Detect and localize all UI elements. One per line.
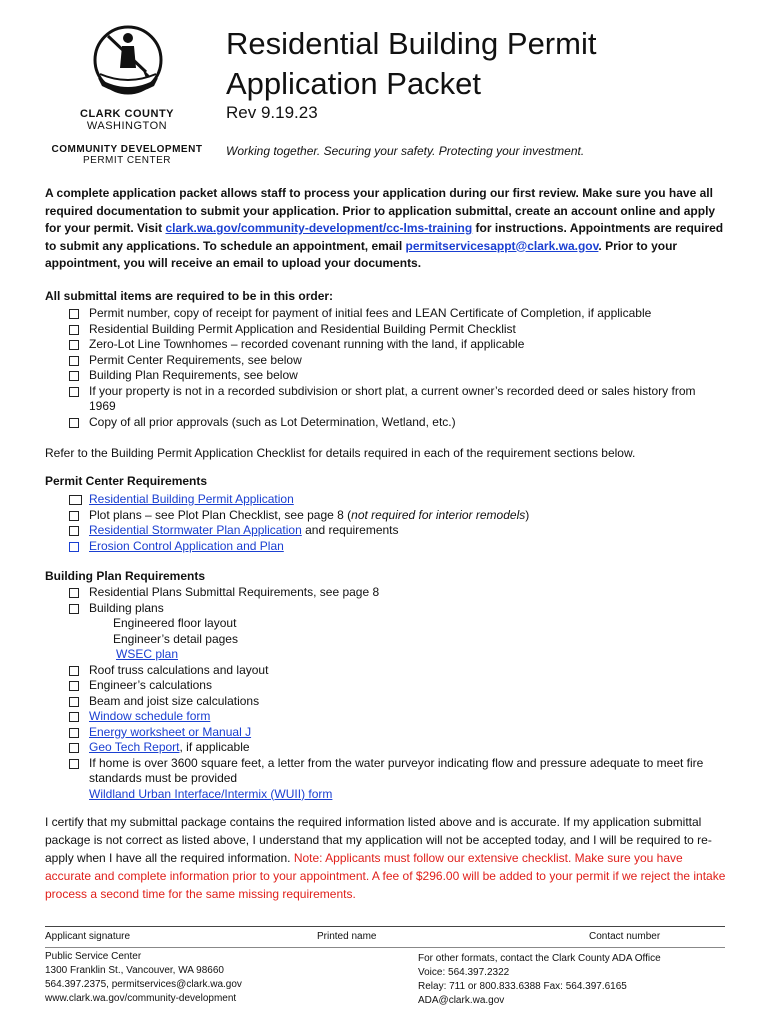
building-plan-list [45, 585, 725, 802]
list-item-text: If home is over 3600 square feet, a letter from the water purveyor indicating flow and pressure adequate to meet fire standards must be provided [89, 755, 704, 785]
list-item [45, 368, 725, 384]
intro-text-2: for instructions. Appointments are required to submit any applications. To schedule an appointment, email [45, 221, 724, 253]
list-item-text: Roof truss calculations and layout [89, 662, 269, 677]
list-item [45, 306, 725, 322]
contact-number-label: Contact number [589, 931, 661, 942]
list-item-text: Permit Center Requirements, see below [89, 352, 302, 367]
list-item-text: and requirements [301, 523, 399, 537]
logo-county: CLARK COUNTY [80, 108, 174, 120]
permit-center-heading: Permit Center Requirements [45, 474, 208, 488]
window-schedule-link[interactable]: Window schedule form [89, 709, 211, 723]
certify-text: I certify that my submittal package contains the required information listed above and is accurate. If my application submittal package is not correct as listed above, I understand that my application will not be accepted today, and I will be required to re-apply when I have all the required information. [45, 815, 712, 865]
footer-line: Voice: 564.397.2322 [418, 967, 510, 978]
footer-line: www.clark.wa.gov/community-development [45, 993, 237, 1004]
list-item [45, 539, 725, 555]
list-item-text: Zero-Lot Line Townhomes – recorded covenant running with the land, if applicable [89, 337, 525, 351]
list-item [45, 787, 725, 803]
list-item [45, 694, 725, 710]
checkbox[interactable] [69, 387, 79, 397]
submittal-heading: All submittal items are required to be in this order: [45, 289, 334, 303]
checkbox[interactable] [69, 340, 79, 350]
applicant-signature-label: Applicant signature [45, 931, 131, 942]
checkbox[interactable] [69, 604, 79, 614]
training-link[interactable]: clark.wa.gov/community-development/cc-lms-training [165, 221, 473, 235]
intro-text-1: A complete application packet allows staff to process your application during our first review. Make sure you have all required documentation to submit your application. Prior to application submittal, create an account online and apply for your permit. Visit [45, 186, 716, 235]
sub-item [45, 632, 725, 648]
checkbox[interactable] [69, 712, 79, 722]
list-item [45, 415, 725, 431]
logo-center: PERMIT CENTER [83, 155, 171, 166]
list-item [45, 725, 725, 741]
list-item-text: Copy of all prior approvals (such as Lot Determination, Wetland, etc.) [89, 414, 456, 429]
checkbox[interactable] [69, 309, 79, 319]
intro-text-3: . Prior to your appointment, you will receive an email to upload your documents. [45, 238, 678, 270]
certify-note: Note: Applicants must follow our extensive checklist. Make sure you have accurate and complete information prior to your appointment. A fee of $296.00 will be added to your permit if we reject the intake process a second time for the same missing requirements. [45, 851, 726, 901]
sub-item-text: Engineered floor layout [113, 616, 237, 630]
appointment-email-link[interactable]: permitservicesappt@clark.wa.gov [405, 238, 599, 253]
title-line-2: Application Packet [226, 66, 482, 101]
checkbox[interactable] [69, 325, 79, 335]
checkbox[interactable] [69, 495, 82, 505]
list-item [45, 384, 725, 415]
erosion-control-link[interactable]: Erosion Control Application and Plan [89, 538, 284, 553]
county-logo [42, 14, 212, 164]
footer-address [45, 950, 345, 1006]
list-item-text: Residential Plans Submittal Requirements, see page 8 [89, 585, 380, 599]
checkbox[interactable] [69, 588, 79, 598]
list-item [45, 678, 725, 694]
footer-ada [418, 952, 738, 1008]
list-item [45, 585, 725, 601]
checkbox[interactable] [69, 666, 79, 676]
list-item-text: , if applicable [179, 740, 250, 754]
building-plan-heading: Building Plan Requirements [45, 569, 206, 583]
checkbox[interactable] [69, 526, 79, 536]
permit-center-list [45, 492, 725, 554]
certify-paragraph [45, 813, 730, 903]
checkbox[interactable] [69, 728, 79, 738]
energy-worksheet-link[interactable]: Energy worksheet or Manual J [89, 724, 252, 739]
list-item [45, 322, 725, 338]
list-item-text: Permit number, copy of receipt for payment of initial fees and LEAN Certificate of Completion, if applicable [89, 306, 652, 320]
wuii-form-link[interactable]: Wildland Urban Interface/Intermix (WUII) form [89, 786, 333, 801]
footer-line: 1300 Franklin St., Vancouver, WA 98660 [45, 965, 224, 976]
sub-item [45, 616, 725, 632]
submittal-list [45, 306, 725, 430]
list-item-text: Building plans [89, 600, 164, 615]
list-item-text: ) [525, 507, 530, 522]
refer-text: Refer to the Building Permit Application Checklist for details required in each of the requirement sections below. [45, 446, 636, 460]
list-item-text: Beam and joist size calculations [89, 693, 260, 708]
title-line-1: Residential Building Permit [226, 26, 597, 61]
tagline: Working together. Securing your safety. Protecting your investment. [226, 144, 585, 158]
wsec-plan-link[interactable]: WSEC plan [116, 647, 179, 661]
canoe-paddler-logo-icon [92, 16, 164, 106]
sub-item-text: Engineer’s detail pages [113, 631, 238, 646]
sub-item [45, 647, 725, 663]
divider [45, 947, 725, 948]
checkbox[interactable] [69, 759, 79, 769]
list-item [45, 756, 725, 787]
stormwater-application-link[interactable]: Residential Stormwater Plan Application [89, 523, 302, 537]
list-item [45, 740, 725, 756]
checkbox[interactable] [69, 418, 79, 428]
intro-paragraph [45, 185, 725, 273]
footer-line: 564.397.2375, permitservices@clark.wa.gov [45, 979, 242, 990]
list-item-text: Plot plans – see Plot Plan Checklist, see page 8 ( [89, 507, 352, 522]
revision-label: Rev 9.19.23 [226, 103, 318, 122]
logo-department: COMMUNITY DEVELOPMENT [51, 144, 203, 155]
list-item-text: Engineer’s calculations [89, 678, 212, 692]
printed-name-label: Printed name [317, 931, 377, 942]
page-title [226, 24, 746, 104]
geotech-report-link[interactable]: Geo Tech Report [89, 740, 180, 754]
checkbox[interactable] [69, 743, 79, 753]
checkbox[interactable] [69, 542, 79, 552]
list-item [45, 508, 725, 524]
footer-line: For other formats, contact the Clark County ADA Office [418, 953, 661, 964]
signature-line [45, 926, 725, 927]
footer-line: ADA@clark.wa.gov [418, 995, 505, 1006]
list-item [45, 523, 725, 539]
list-item-text: Residential Building Permit Application and Residential Building Permit Checklist [89, 321, 516, 336]
list-item-text: Building Plan Requirements, see below [89, 368, 298, 382]
list-item [45, 709, 725, 725]
footer-line: Relay: 711 or 800.833.6388 Fax: 564.397.6165 [418, 981, 627, 992]
list-item-text: If your property is not in a recorded subdivision or short plat, a current owner’s recorded deed or sales history from 1969 [89, 383, 696, 413]
checkbox[interactable] [69, 371, 79, 381]
list-item [45, 337, 725, 353]
checkbox[interactable] [69, 697, 79, 707]
footer-line: Public Service Center [45, 951, 142, 962]
building-permit-application-link[interactable]: Residential Building Permit Application [89, 492, 294, 506]
logo-state: WASHINGTON [86, 120, 168, 132]
list-item [45, 663, 725, 679]
list-item-note: not required for interior remodels [351, 507, 526, 522]
list-item [45, 601, 725, 617]
list-item [45, 492, 725, 508]
checkbox[interactable] [69, 681, 79, 691]
list-item [45, 353, 725, 369]
checkbox[interactable] [69, 511, 79, 521]
checkbox[interactable] [69, 356, 79, 366]
